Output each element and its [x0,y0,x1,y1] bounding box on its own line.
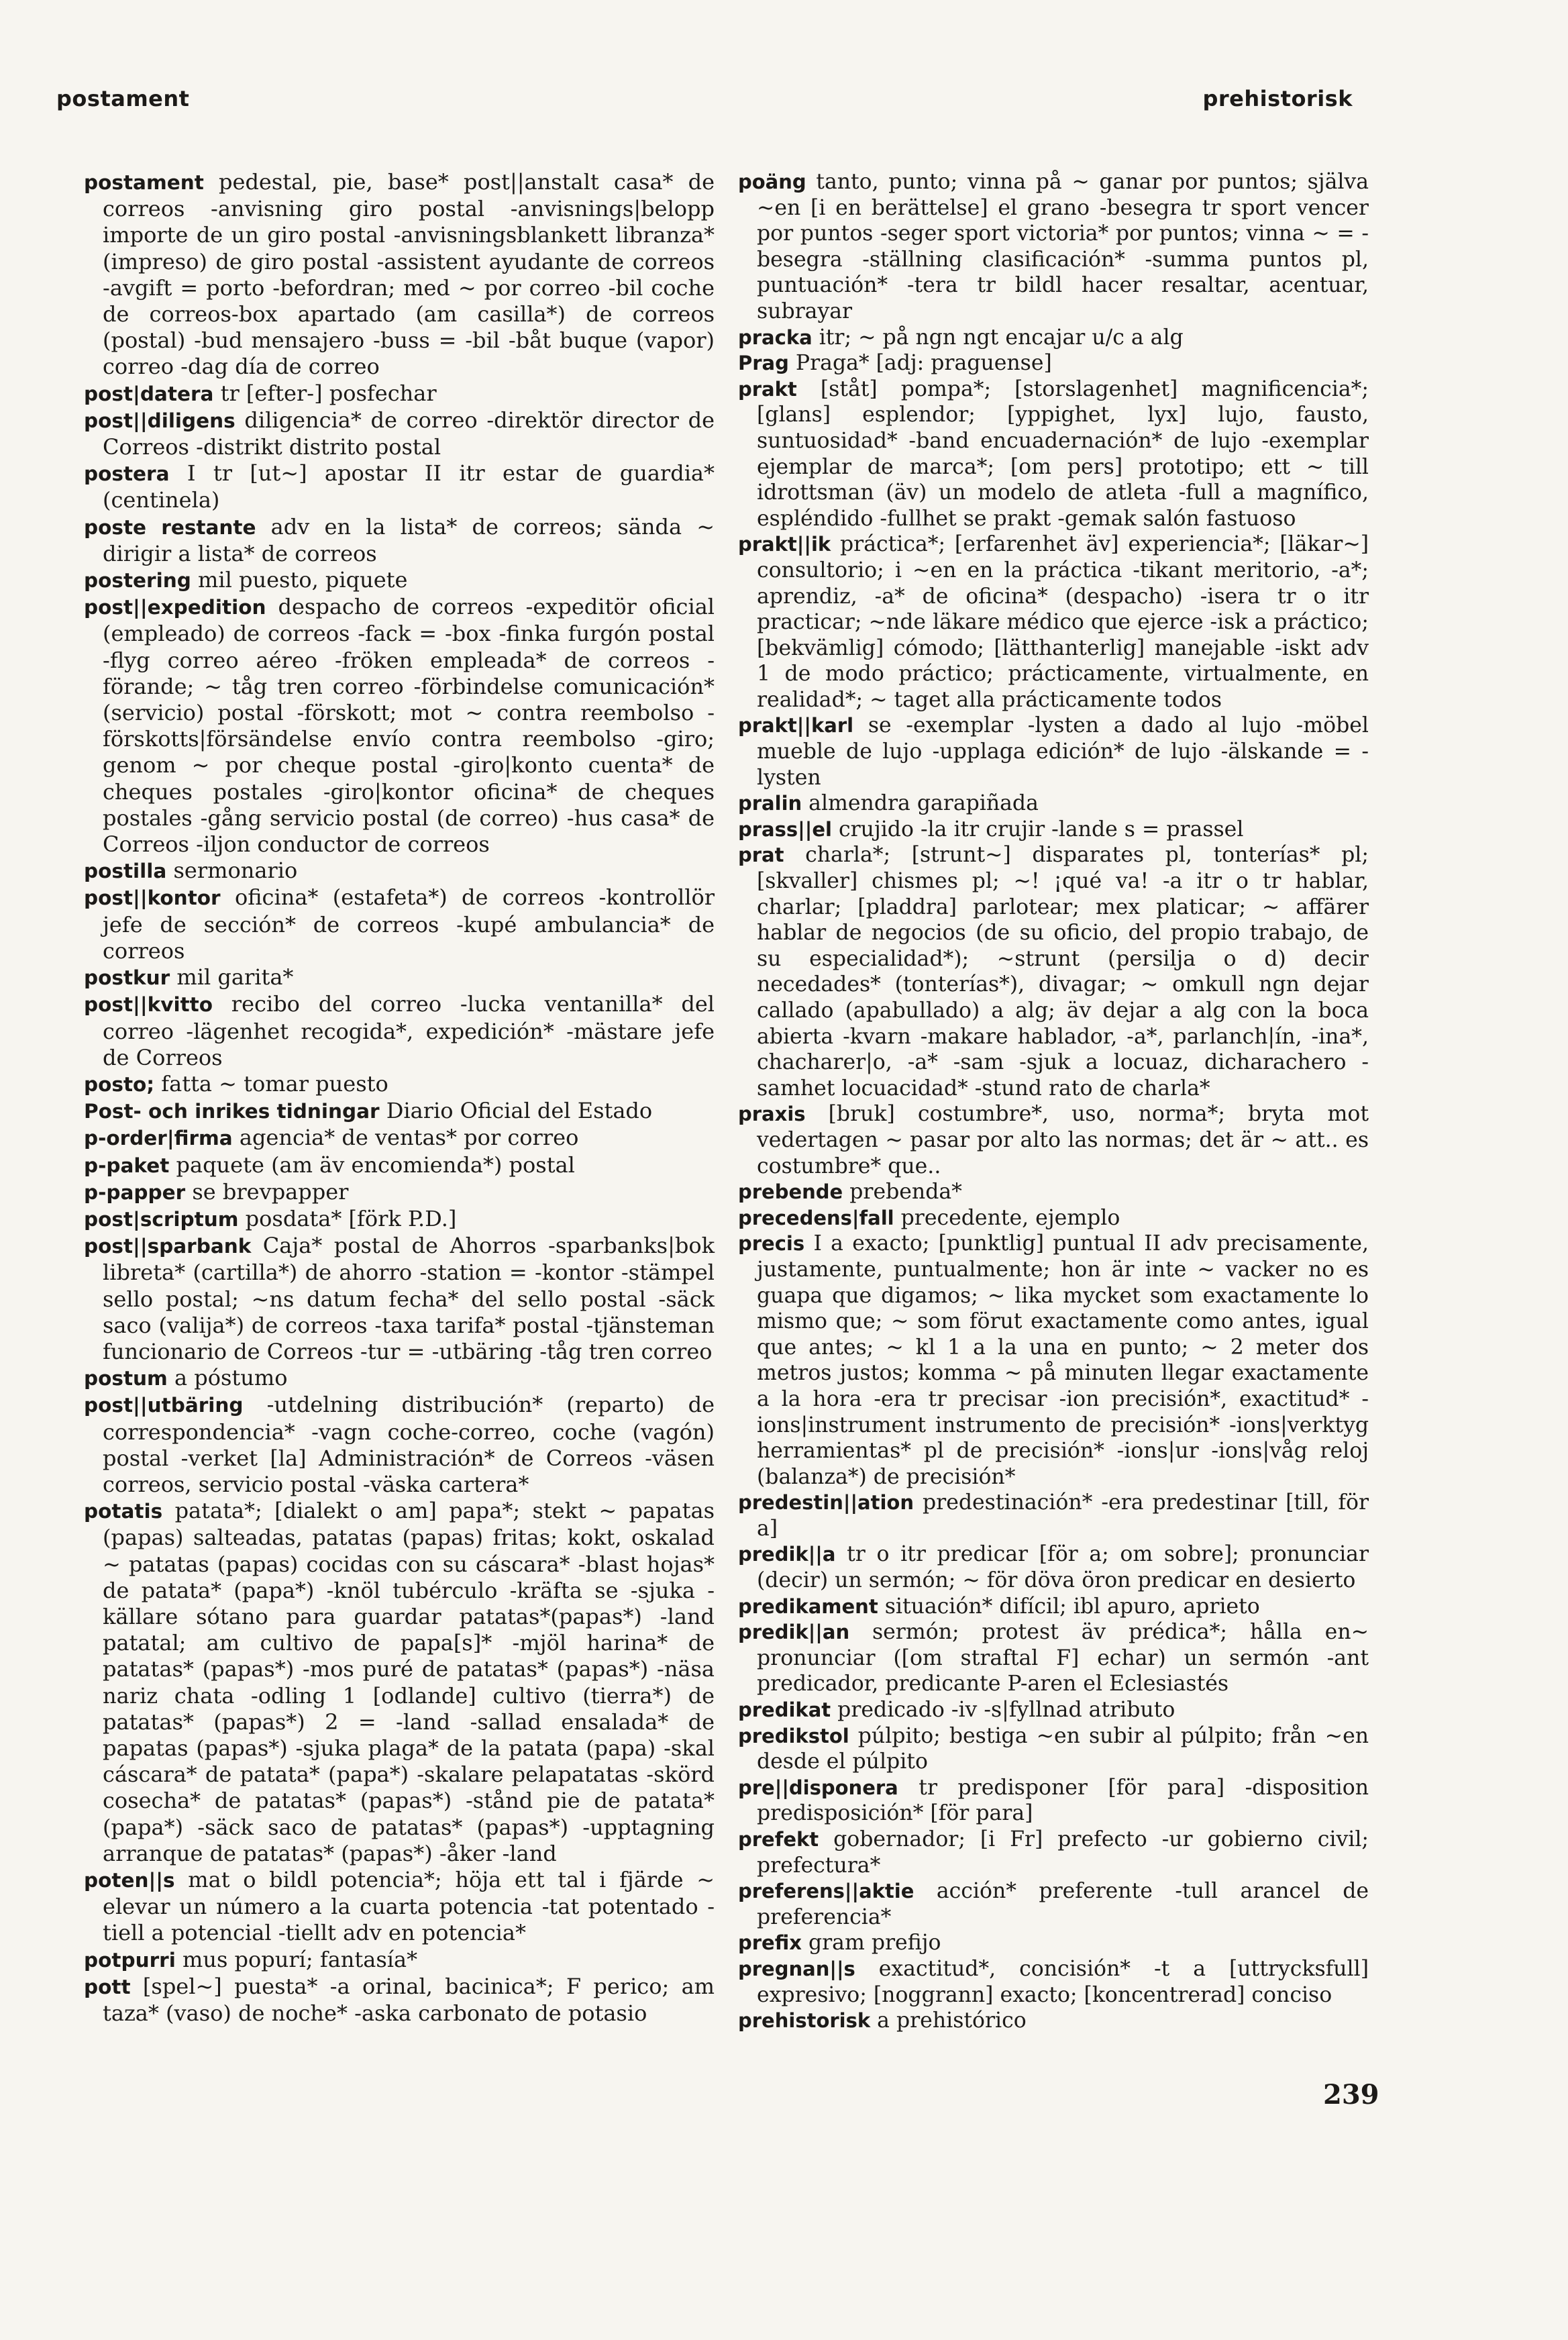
dictionary-entry [738,1697,1369,1723]
entry-definition: posdata* [förk P.D.] [245,1205,457,1231]
entry-definition: situación* difícil; ibl apuro, aprieto [884,1594,1260,1619]
entry-definition: recibo del correo -lucka ventanilla* del correo -lägenhet recogida*, expedición* -mästare jefe de Correos [103,991,715,1070]
entry-definition: mus popurí; fantasía* [182,1946,418,1972]
entry-definition: almendra garapiñada [808,791,1039,816]
entry-definition: Caja* postal de Ahorros -sparbanks|bok libreta* (cartilla*) de ahorro -station = -kontor -stämpel sello postal; ~ns datum fecha* del sello postal -säck saco (valija*) de correos -taxa tarifa* postal -tjänsteman funcionario de Correos -tur = -utbäring -tåg tren correo [103,1233,715,1364]
entry-headword: postering [84,569,191,593]
dictionary-entry [84,1233,715,1365]
entry-definition: exactitud*, concisión* -t a [uttrycksfull] expresivo; [noggrann] exacto; [koncentrerad] conciso [757,1956,1369,2007]
entry-headword: preferens||aktie [738,1880,914,1903]
entry-headword: praxis [738,1103,806,1126]
entry-definition: sermonario [173,858,298,884]
entry-headword: Prag [738,352,789,375]
dictionary-entry [738,1101,1369,1179]
entry-headword: p-order|firma [84,1127,233,1150]
dictionary-entry [738,376,1369,532]
dictionary-entry [84,1498,715,1867]
dictionary-entry [738,2008,1369,2034]
entry-definition: se brevpapper [192,1178,349,1205]
entry-definition: pedestal, pie, base* post||anstalt casa* de correos -anvisning giro postal -anvisnings|belopp importe de un giro postal -anvisningsblankett libranza* (impreso) de giro postal -assistent ayudante de correos -avgift = porto -befordran; med ~ por correo -bil coche de correos-box apartado (am casilla*) de correos (postal) -bud mensajero -buss = -bil -båt buque (vapor) correo -dag día de correo [103,169,715,380]
dictionary-entry [738,1619,1369,1697]
dictionary-entry [738,350,1369,376]
dictionary-entry [84,380,715,407]
entry-headword: post|datera [84,382,214,405]
entry-headword: prefekt [738,1828,819,1851]
entry-headword: pott [84,1975,131,1998]
dictionary-entry [84,1206,715,1233]
left-column [84,169,715,2027]
dictionary-entry [84,169,715,380]
entry-definition: tanto, punto; vinna på ~ ganar por puntos; själva ~en [i en berättelse] el grano -besegra tr sport vencer por puntos -seger sport victoria* por puntos; vinna ~ = -besegra -ställning clasificación* -summa puntos pl, puntuación* -tera tr bildl hacer resaltar, acentuar, subrayar [757,170,1369,323]
entry-headword: potatis [84,1500,163,1523]
entry-headword: prakt||ik [738,533,831,556]
dictionary-entry [84,884,715,964]
entry-definition: adv en la lista* de correos; sända ~ dirigir a lista* de correos [103,513,715,566]
dictionary-entry [84,1947,715,1974]
entry-headword: post||kvitto [84,993,213,1017]
dictionary-entry [738,1594,1369,1620]
entry-headword: postament [84,171,204,194]
entry-headword: predik||a [738,1543,836,1566]
page-number: 239 [1323,2079,1379,2110]
entry-headword: predik||an [738,1621,850,1644]
dictionary-entry [738,1956,1369,2008]
dictionary-entry [738,791,1369,817]
dictionary-entry [738,1878,1369,1930]
dictionary-entry [738,325,1369,351]
entry-definition: práctica*; [erfarenhet äv] experiencia*; [läkar~] consultorio; i ~en en la práctica -tikant meritorio, -a*; aprendiz, -a* de oficina* (despacho) -isera tr o itr practicar; ~nde läkare médico que ejerce -isk a práctico; [bekvämlig] cómodo; [lätthanterlig] manejable -iskt adv 1 de modo práctico; prácticamente, virtualmente, en realidad*; ~ taget alla prácticamente todos [757,532,1369,712]
entry-definition: tr [efter-] posfechar [220,380,437,406]
entry-definition: gram prefijo [808,1931,941,1955]
entry-headword: post||kontor [84,886,221,910]
entry-headword: posto; [84,1072,155,1096]
entry-headword: prebende [738,1180,843,1204]
dictionary-entry [84,964,715,991]
dictionary-entry [84,1152,715,1179]
dictionary-entry [738,842,1369,1101]
dictionary-entry [84,1365,715,1392]
dictionary-entry [738,531,1369,713]
entry-definition: oficina* (estafeta*) de correos -kontrollör jefe de sección* de correos -kupé ambulancia* de correos [103,884,715,964]
entry-headword: prehistorisk [738,2009,871,2033]
entry-headword: potpurri [84,1948,176,1972]
entry-definition: Praga* [adj: praguense] [795,351,1052,376]
dictionary-entry [84,514,715,567]
entry-headword: post||diligens [84,409,236,432]
entry-definition: mil garita* [176,964,294,990]
entry-definition: fatta ~ tomar puesto [161,1070,388,1097]
entry-headword: precedens|fall [738,1206,894,1229]
entry-definition: sermón; protest äv prédica*; hålla en~ pronunciar ([om straftal F] echar) un sermón -ant predicador, predicante P-aren el Eclesiastés [757,1620,1369,1696]
entry-headword: pracka [738,325,813,349]
entry-definition: patata*; [dialekt o am] papa*; stekt ~ papatas (papas) salteadas, patatas (papas) fritas; kokt, oskalad ~ patatas (papas) cocidas con su cáscara* -blast hojas* de patata* (papa*) -knöl tubérculo -kräfta se -sjuka -källare sótano para guardar patatas*(papas*) -land patatal; am cultivo de papa[s]* -mjöl harina* de patatas* (papas*) -mos puré de patatas* (papas*) -näsa nariz chata -odling 1 [odlande] cultivo (tierra*) de patatas* (papas*) 2 = -land -sallad ensalada* de papatas (papas*) -sjuka plaga* de la patata (papa) -skal cáscara* de patata* (papa*) -skalare pelapatatas -skörd cosecha* de patatas* (papas*) -stånd pie de patata* (papa*) -säck saco de patatas* (papas*) -upptagning arranque de patatas* (papas*) -åker -land [103,1498,715,1866]
dictionary-entry [84,567,715,594]
entry-definition: agencia* de ventas* por correo [239,1125,579,1151]
right-column [738,169,1369,2034]
dictionary-entry [738,1723,1369,1775]
entry-headword: p-papper [84,1180,186,1204]
entry-headword: prass||el [738,817,832,841]
entry-definition: gobernador; [i Fr] prefecto -ur gobierno civil; prefectura* [757,1827,1369,1878]
dictionary-entry [84,460,715,513]
entry-definition: a póstumo [174,1365,288,1391]
entry-definition: mat o bildl potencia*; höja ett tal i fjärde ~ elevar un número a la cuarta potencia -tat potentado -tiell a potencial -tiellt adv en potencia* [103,1867,715,1946]
entry-headword: postilla [84,860,167,883]
entry-headword: prakt [738,377,797,401]
dictionary-entry [738,1205,1369,1231]
entry-headword: post||expedition [84,596,266,619]
entry-definition: se -exemplar -lysten a dado al lujo -möbel mueble de lujo -upplaga edición* de lujo -älskande = -lysten [757,713,1369,790]
dictionary-entry [84,1098,715,1125]
entry-definition: [bruk] costumbre*, uso, norma*; bryta mot vedertagen ~ pasar por alto las normas; det är ~ att.. es costumbre* que.. [757,1102,1369,1178]
entry-headword: precis [738,1232,805,1256]
dictionary-entry [84,1071,715,1098]
entry-definition: púlpito; bestiga ~en subir al púlpito; från ~en desde el púlpito [757,1723,1369,1774]
entry-headword: predestin||ation [738,1491,914,1515]
entry-headword: poste restante [84,515,256,539]
entry-definition: Diario Oficial del Estado [386,1098,653,1124]
entry-headword: pralin [738,792,802,815]
entry-definition: [ståt] pompa*; [storslagenhet] magnificencia*; [glans] esplendor; [yppighet, lyx] lujo, fausto, suntuosidad* -band encuadernación* de lujo -exemplar ejemplar de marca*; [om pers] prototipo; ett ~ till idrottsman (äv) un modelo de atleta -full a magnífico, espléndido -fullhet se prakt -gemak salón fastuoso [757,376,1369,531]
entry-definition: mil puesto, piquete [198,567,408,593]
entry-definition: precedente, ejemplo [900,1205,1120,1230]
dictionary-entry [738,713,1369,791]
dictionary-entry [738,1930,1369,1956]
dictionary-entry [84,1392,715,1498]
entry-definition: a prehistórico [877,2008,1027,2033]
entry-headword: prefix [738,1931,802,1955]
entry-headword: post||utbäring [84,1394,244,1417]
entry-headword: predikat [738,1698,831,1722]
entry-definition: despacho de correos -expeditör oficial (empleado) de correos -fack = -box -finka furgón postal -flyg correo aéreo -fröken empleada* de correos -förande; ~ tåg tren correo -förbindelse comunicación* (servicio) postal -förskott; mot ~ contra reembolso -förskotts|försändelse envío contra reembolso -giro; genom ~ por cheque postal -giro|konto cuenta* de cheques postales -giro|kontor oficina* de cheques postales -gång servicio postal (de correo) -hus casa* de Correos -iljon conductor de correos [103,594,715,858]
dictionary-entry [738,817,1369,843]
entry-headword: pre||disponera [738,1776,898,1799]
dictionary-entry [84,1179,715,1206]
dictionary-entry [738,169,1369,325]
entry-definition: paquete (am äv encomienda*) postal [176,1152,575,1178]
dictionary-entry [738,1490,1369,1541]
entry-definition: charla*; [strunt~] disparates pl, tonterías* pl; [skvaller] chismes pl; ~! ¡qué va! -a itr o tr hablar, charlar; [pladdra] parlotear; mex platicar; ~ affärer hablar de negocios (de su oficio, del propio trabajo, de su especialidad*); ~strunt (persilja o d) decir necedades* (tonterías*), divagar; ~ omkull ngn dejar callado (apabullado) a alg; äv dejar a alg con la boca abierta -kvarn -makare hablador, -a*, parlanch|ín, -ina*, chacharer|o, -a* -sam -sjuk a locuaz, dicharachero -samhet locuacidad* -stund rato de charla* [757,843,1369,1101]
dictionary-entry [84,594,715,858]
entry-definition: I tr [ut~] apostar II itr estar de guardia* (centinela) [103,460,715,513]
entry-headword: pregnan||s [738,1957,855,1980]
dictionary-entry [84,1125,715,1152]
entry-headword: postum [84,1367,168,1390]
entry-definition: predestinación* -era predestinar [till, för a] [757,1490,1369,1541]
dictionary-entry [738,1541,1369,1593]
entry-definition: I a exacto; [punktlig] puntual II adv precisamente, justamente, puntualmente; hon är inte ~ vacker no es guapa que digamos; ~ lika mycket som exactamente lo mismo que; ~ som förut exactamente como antes, igual que antes; ~ kl 1 a la una en punto; ~ 2 meter dos metros justos; komma ~ på minuten llegar exactamente a la hora -era tr precisar -ion precisión*, exactitud* -ions|instrument instrumento de precisión* -ions|verktyg herramientas* pl de precisión* -ions|ur -ions|våg reloj (balanza*) de precisión* [757,1231,1369,1489]
entry-definition: prebenda* [849,1180,962,1205]
entry-headword: post|scriptum [84,1207,239,1231]
entry-definition: predicado -iv -s|fyllnad atributo [837,1698,1175,1723]
entry-headword: post||sparbank [84,1235,252,1258]
entry-definition: -utdelning distribución* (reparto) de correspondencia* -vagn coche-correo, coche (vagón) postal -verket [la] Administración* de Correos -väsen correos, servicio postal -väska cartera* [103,1392,715,1497]
entry-definition: tr o itr predicar [för a; om sobre]; pronunciar (decir) un sermón; ~ för döva öron predicar en desierto [757,1542,1369,1593]
running-head-left: postament [56,86,190,111]
entry-definition: crujido -la itr crujir -lande s = prassel [838,817,1244,842]
dictionary-entry [738,1775,1369,1827]
entry-definition: acción* preferente -tull arancel de preferencia* [757,1879,1369,1929]
dictionary-entry [738,1179,1369,1205]
entry-definition: diligencia* de correo -direktör director de Correos -distrikt distrito postal [103,407,715,460]
entry-headword: prat [738,844,784,867]
entry-headword: predikament [738,1594,878,1618]
entry-definition: [spel~] puesta* -a orinal, bacinica*; F perico; am taza* (vaso) de noche* -aska carbonato de potasio [103,1973,715,2027]
entry-headword: Post- och inrikes tidningar [84,1100,380,1123]
entry-definition: tr predisponer [för para] -disposition predisposición* [för para] [757,1775,1369,1826]
dictionary-entry [84,1867,715,1947]
entry-headword: postera [84,462,170,486]
dictionary-entry [84,407,715,460]
entry-headword: postkur [84,966,170,990]
entry-headword: predikstol [738,1724,849,1747]
entry-headword: poten||s [84,1869,175,1892]
dictionary-entry [84,858,715,884]
entry-definition: itr; ~ på ngn ngt encajar u/c a alg [819,325,1184,350]
entry-headword: prakt||karl [738,714,854,737]
running-head-right: prehistorisk [1202,86,1353,111]
dictionary-entry [84,991,715,1071]
dictionary-entry [738,1231,1369,1490]
dictionary-entry [84,1974,715,2027]
dictionary-entry [738,1827,1369,1878]
entry-headword: poäng [738,170,806,193]
entry-headword: p-paket [84,1154,170,1177]
